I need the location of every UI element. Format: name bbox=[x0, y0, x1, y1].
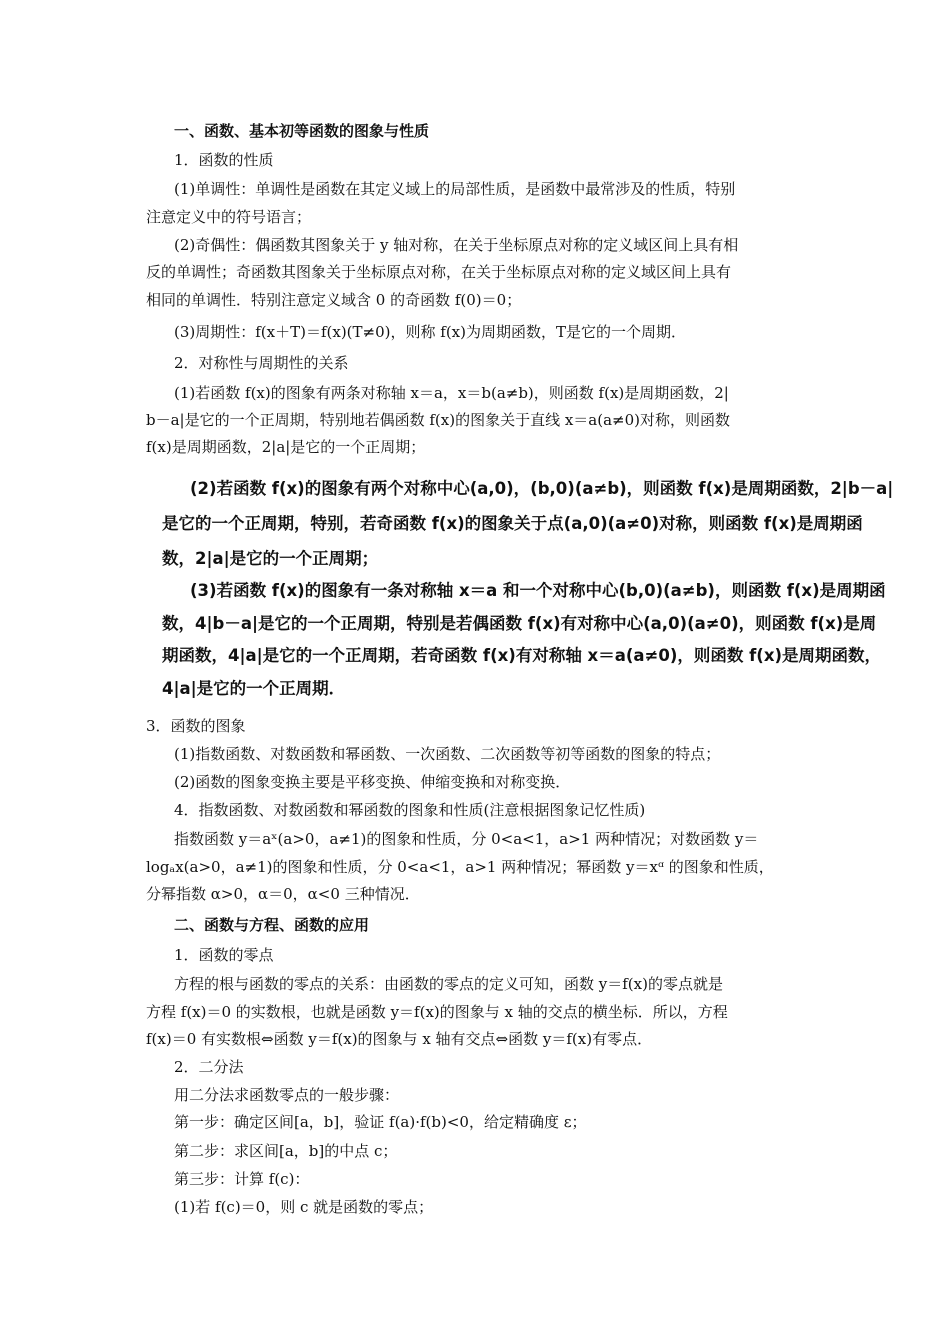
step-line: 第三步：计算 f(c)： bbox=[174, 1170, 310, 1188]
paragraph-line-bold: 数，2|a|是它的一个正周期； bbox=[162, 549, 379, 568]
paragraph-line: (1)指数函数、对数函数和幂函数、一次函数、二次函数等初等函数的图象的特点； bbox=[174, 745, 721, 763]
paragraph-line: b－a|是它的一个正周期，特别地若偶函数 f(x)的图象关于直线 x＝a(a≠0)对称，则函数 bbox=[146, 411, 731, 429]
paragraph-line: 相同的单调性．特别注意定义域含 0 的奇函数 f(0)＝0； bbox=[146, 291, 522, 309]
step-line: 第二步：求区间[a，b]的中点 c； bbox=[174, 1142, 398, 1160]
paragraph-line: (3)周期性：f(x＋T)＝f(x)(T≠0)，则称 f(x)为周期函数，T是它的一个周期． bbox=[174, 323, 686, 341]
paragraph-line: (2)奇偶性：偶函数其图象关于 y 轴对称，在关于坐标原点对称的定义域区间上具有相 bbox=[174, 236, 739, 254]
paragraph-line-bold: 数，4|b－a|是它的一个正周期，特别是若偶函数 f(x)有对称中心(a,0)(a≠0)，则函数 f(x)是周 bbox=[162, 614, 877, 633]
paragraph-line-bold: (2)若函数 f(x)的图象有两个对称中心(a,0)，(b,0)(a≠b)，则函数 f(x)是周期函数，2|b－a| bbox=[190, 479, 894, 498]
subheading-symmetry-period: 2．对称性与周期性的关系 bbox=[174, 354, 349, 372]
paragraph-line: (1)单调性：单调性是函数在其定义域上的局部性质，是函数中最常涉及的性质，特别 bbox=[174, 180, 736, 198]
paragraph-line-bold: 期函数，4|a|是它的一个正周期，若奇函数 f(x)有对称轴 x＝a(a≠0)，则函数 f(x)是周期函数， bbox=[162, 646, 882, 665]
paragraph-line: 指数函数 y＝aˣ(a>0，a≠1)的图象和性质，分 0<a<1，a>1 两种情况；对数函数 y＝ bbox=[174, 830, 759, 848]
paragraph-line-bold: 是它的一个正周期，特别，若奇函数 f(x)的图象关于点(a,0)(a≠0)对称，则函数 f(x)是周期函 bbox=[162, 514, 863, 533]
paragraph-line: logₐx(a>0，a≠1)的图象和性质，分 0<a<1，a>1 两种情况；幂函数 y＝xᵅ 的图象和性质， bbox=[146, 858, 774, 876]
section-heading-2: 二、函数与方程、函数的应用 bbox=[174, 916, 370, 934]
paragraph-line: 方程 f(x)＝0 的实数根，也就是函数 y＝f(x)的图象与 x 轴的交点的横坐标．所以，方程 bbox=[146, 1003, 728, 1021]
paragraph-line: 分幂指数 α>0，α＝0，α<0 三种情况． bbox=[146, 885, 420, 903]
step-line: (1)若 f(c)＝0，则 c 就是函数的零点； bbox=[174, 1198, 434, 1216]
section-heading-1: 一、函数、基本初等函数的图象与性质 bbox=[174, 122, 430, 140]
subheading-function-graphs: 3．函数的图象 bbox=[146, 717, 246, 735]
paragraph-line: (1)若函数 f(x)的图象有两条对称轴 x＝a，x＝b(a≠b)，则函数 f(x)是周期函数，2| bbox=[174, 384, 729, 402]
step-line: 第一步：确定区间[a，b]，验证 f(a)·f(b)<0，给定精确度 ε； bbox=[174, 1113, 587, 1131]
subheading-function-properties: 1．函数的性质 bbox=[174, 151, 274, 169]
paragraph-line: f(x)＝0 有实数根⇔函数 y＝f(x)的图象与 x 轴有交点⇔函数 y＝f(x)有零点． bbox=[146, 1030, 653, 1048]
paragraph-line: 反的单调性；奇函数其图象关于坐标原点对称，在关于坐标原点对称的定义域区间上具有 bbox=[146, 263, 732, 281]
paragraph-line: f(x)是周期函数，2|a|是它的一个正周期； bbox=[146, 438, 426, 456]
subheading-exp-log-power: 4．指数函数、对数函数和幂函数的图象和性质(注意根据图象记忆性质) bbox=[174, 801, 646, 819]
subheading-zeros: 1．函数的零点 bbox=[174, 946, 274, 964]
paragraph-line: (2)函数的图象变换主要是平移变换、伸缩变换和对称变换． bbox=[174, 773, 571, 791]
paragraph-line: 方程的根与函数的零点的关系：由函数的零点的定义可知，函数 y＝f(x)的零点就是 bbox=[174, 975, 723, 993]
paragraph-line: 注意定义中的符号语言； bbox=[146, 208, 312, 226]
paragraph-line: 用二分法求函数零点的一般步骤： bbox=[174, 1086, 400, 1104]
subheading-bisection: 2．二分法 bbox=[174, 1058, 244, 1076]
paragraph-line-bold: (3)若函数 f(x)的图象有一条对称轴 x＝a 和一个对称中心(b,0)(a≠b)，则函数 f(x)是周期函 bbox=[190, 581, 886, 600]
paragraph-line-bold: 4|a|是它的一个正周期． bbox=[162, 679, 346, 698]
